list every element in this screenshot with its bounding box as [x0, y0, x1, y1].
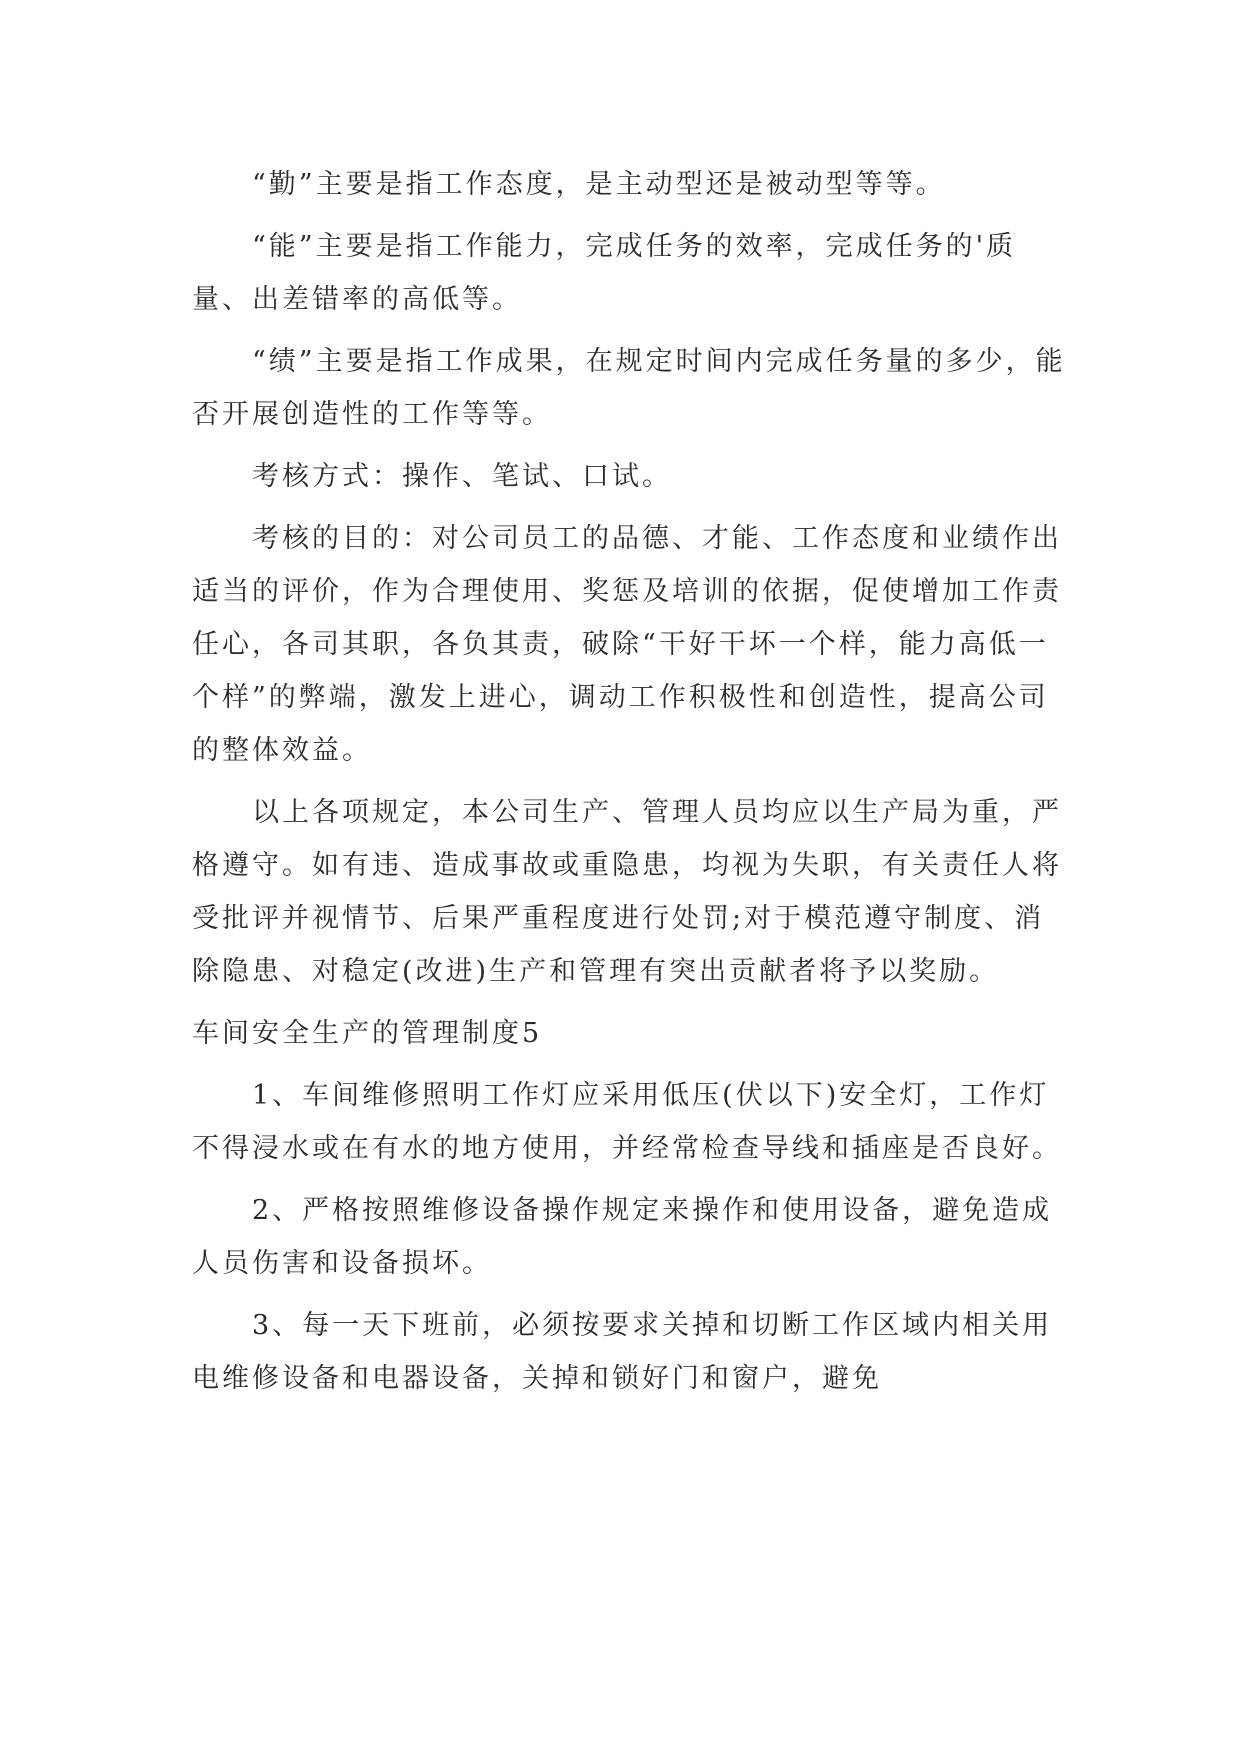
paragraph-neng: “能”主要是指工作能力，完成任务的效率，完成任务的'质量、出差错率的高低等。	[192, 231, 1017, 315]
paragraph-assessment-purpose: 考核的目的：对公司员工的品德、才能、工作态度和业绩作出适当的评价，作为合理使用、奖惩及培训的依据，促使增加工作责任心，各司其职，各负其责，破除“干好干坏一个样，能力高低一个样”的弊端，激发上进心，调动工作积极性和创造性，提高公司的整体效益。	[192, 523, 1062, 766]
section-heading: 车间安全生产的管理制度5	[192, 1018, 543, 1049]
document-body	[192, 158, 1072, 1414]
paragraph-qin: “勤”主要是指工作态度，是主动型还是被动型等等。	[252, 169, 946, 200]
paragraph-ji: “绩”主要是指工作成果，在规定时间内完成任务量的多少，能否开展创造性的工作等等。	[192, 346, 1066, 430]
paragraph-rule-1: 1、车间维修照明工作灯应采用低压(伏以下)安全灯，工作灯不得浸水或在有水的地方使用，并经常检查导线和插座是否良好。	[192, 1080, 1062, 1164]
paragraph-rule-3: 3、每一天下班前，必须按要求关掉和切断工作区域内相关用电维修设备和电器设备，关掉和锁好门和窗户，避免	[192, 1310, 1053, 1394]
paragraph-regulations-summary: 以上各项规定，本公司生产、管理人员均应以生产局为重，严格遵守。如有违、造成事故或重隐患，均视为失职，有关责任人将受批评并视情节、后果严重程度进行处罚;对于模范遵守制度、消除隐患、对稳定(改进)生产和管理有突出贡献者将予以奖励。	[192, 797, 1062, 987]
paragraph-assessment-method: 考核方式：操作、笔试、口试。	[252, 461, 672, 492]
paragraph-rule-2: 2、严格按照维修设备操作规定来操作和使用设备，避免造成人员伤害和设备损坏。	[192, 1195, 1053, 1279]
